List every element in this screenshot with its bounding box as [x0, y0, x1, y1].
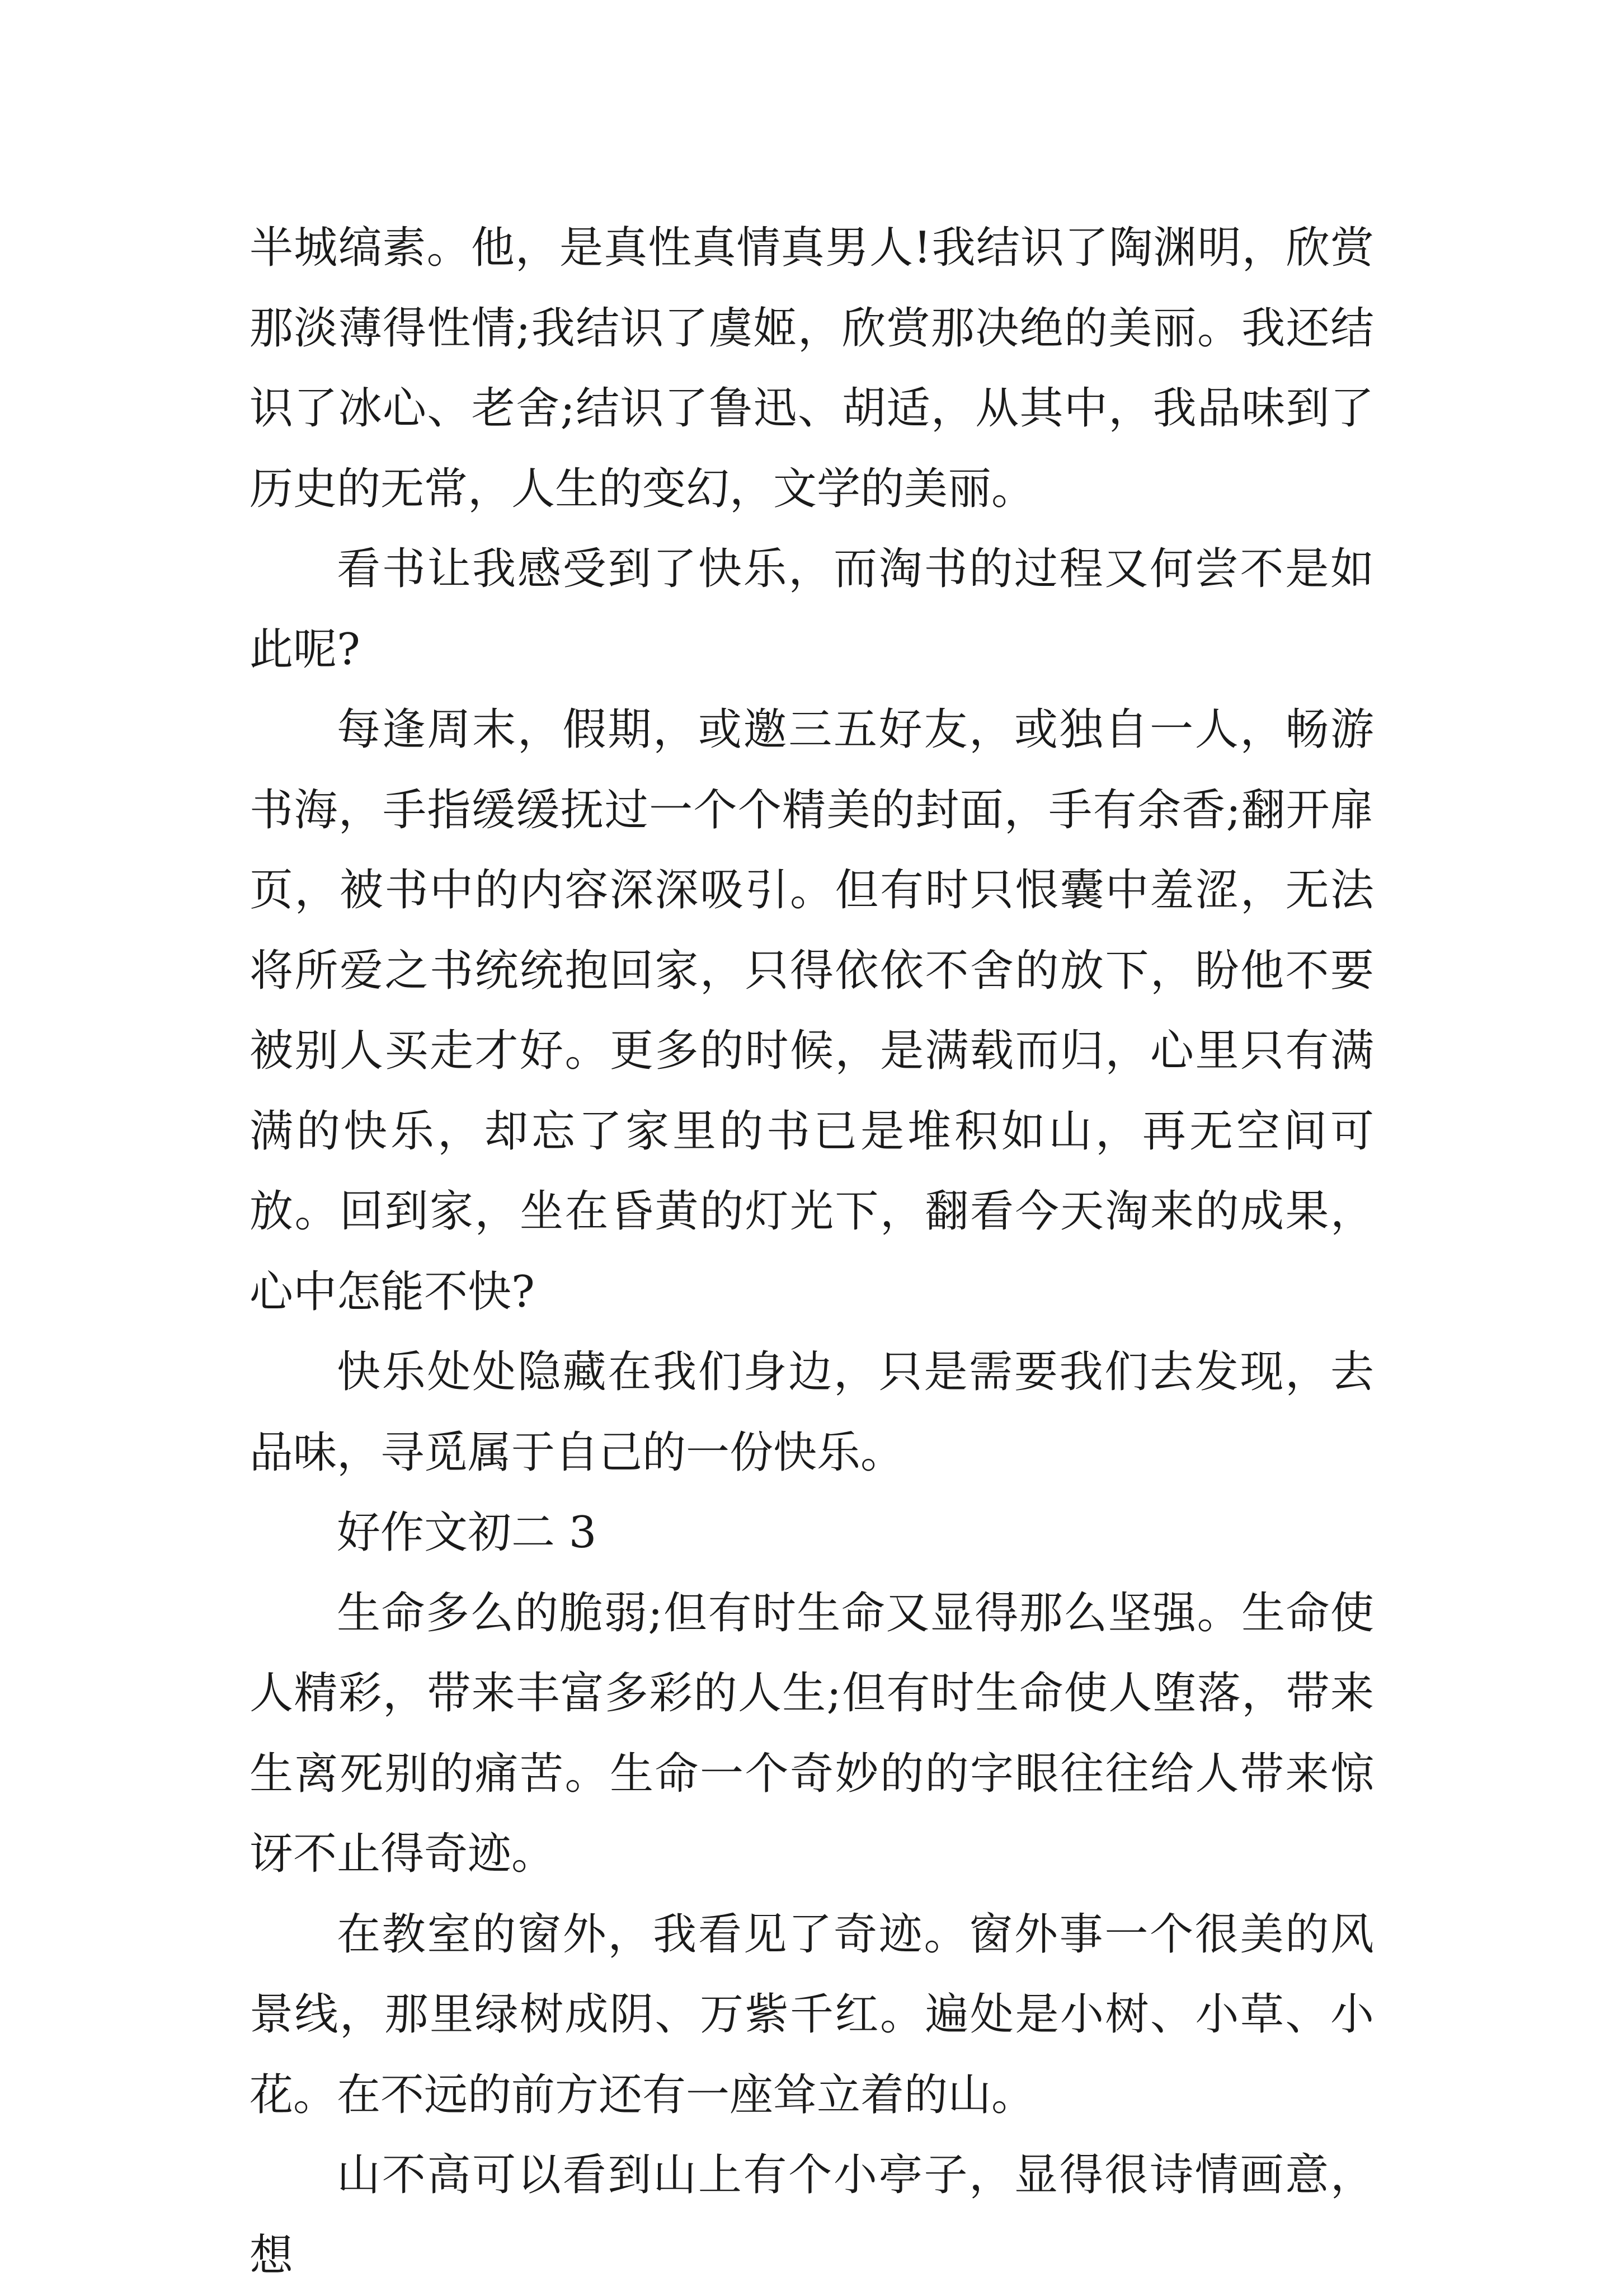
- paragraph-book-hunting: 每逢周末，假期，或邀三五好友，或独自一人，畅游书海，手指缓缓抚过一个个精美的封面，手有余香;翻开扉页，被书中的内容深深吸引。但有时只恨囊中羞涩，无法将所爱之书统统抱回家，只得依依不舍的放下，盼他不要被别人买走才好。更多的时候，是满载而归，心里只有满满的快乐，却忘了家里的书已是堆积如山，再无空间可放。回到家，坐在昏黄的灯光下，翻看今天淘来的成果，心中怎能不快?: [250, 705, 1374, 1317]
- paragraph-mountain: 山不高可以看到山上有个小亭子，显得很诗情画意，想: [250, 2150, 1374, 2281]
- paragraph-reading-joy: 看书让我感受到了快乐，而淘书的过程又何尝不是如此呢?: [250, 544, 1374, 675]
- essay-heading: 好作文初二 3: [337, 1508, 597, 1558]
- paragraph-happiness-conclusion: 快乐处处隐藏在我们身边，只是需要我们去发现，去品味，寻觅属于自己的一份快乐。: [250, 1347, 1374, 1478]
- document-body: [250, 208, 1374, 2296]
- paragraph-life: 生命多么的脆弱;但有时生命又显得那么坚强。生命使人精彩，带来丰富多彩的人生;但有时生命使人堕落，带来生离死别的痛苦。生命一个奇妙的的字眼往往给人带来惊讶不止得奇迹。: [250, 1588, 1374, 1879]
- paragraph-window-view: 在教室的窗外，我看见了奇迹。窗外事一个很美的风景线，那里绿树成阴、万紫千红。遍处是小树、小草、小花。在不远的前方还有一座耸立着的山。: [250, 1909, 1374, 2120]
- paragraph-continuation: 半城缟素。他，是真性真情真男人!我结识了陶渊明，欣赏那淡薄得性情;我结识了虞姬，欣赏那决绝的美丽。我还结识了冰心、老舍;结识了鲁迅、胡适，从其中，我品味到了历史的无常，人生的变幻，文学的美丽。: [250, 223, 1374, 514]
